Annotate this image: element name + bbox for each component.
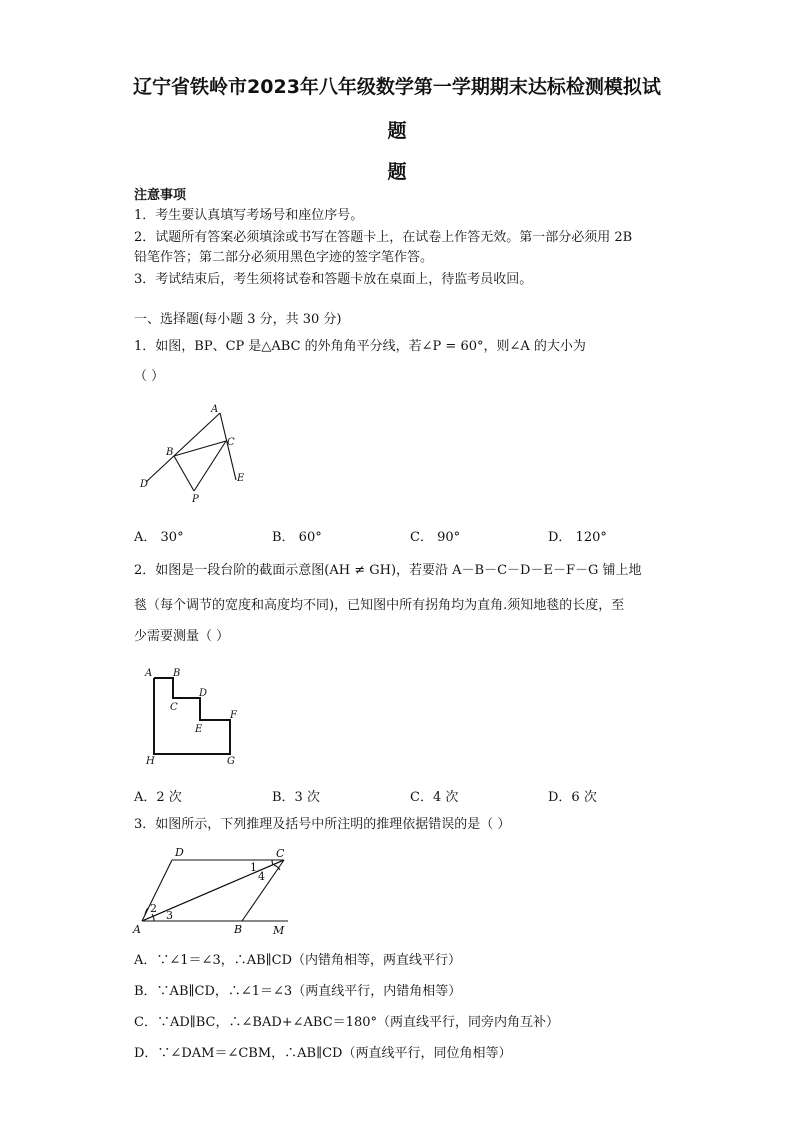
q3-angle-arc-2 xyxy=(145,908,148,915)
q1-option-b: B． 60° xyxy=(272,530,322,545)
exam-title-line3: 题 xyxy=(387,161,407,183)
q2-stem-line1: 2．如图是一段台阶的截面示意图(AH ≠ GH)，若要沿 A－B－C－D－E－F－G 铺上地 xyxy=(134,563,642,578)
q2-label-C: C xyxy=(170,702,178,713)
exam-title-line1: 辽宁省铁岭市2023年八年级数学第一学期期末达标检测模拟试 xyxy=(133,76,661,98)
q1-label-C: C xyxy=(227,437,235,448)
notice-item-3: 3．考试结束后，考生须将试卷和答题卡放在桌面上，待监考员收回。 xyxy=(134,272,533,287)
q3-label-angle-3: 3 xyxy=(166,909,173,922)
section-heading: 一、选择题(每小题 3 分，共 30 分) xyxy=(134,312,342,327)
q3-option-b: B．∵AB∥CD，∴∠1＝∠3（两直线平行，内错角相等） xyxy=(134,984,462,999)
notice-item-1: 1．考生要认真填写考场号和座位序号。 xyxy=(134,208,364,223)
q2-option-a: A．2 次 xyxy=(134,790,182,805)
q1-option-c: C． 90° xyxy=(410,530,461,545)
q2-label-B: B xyxy=(173,668,181,679)
q1-label-P: P xyxy=(192,494,199,505)
q3-stem: 3．如图所示，下列推理及括号中所注明的推理依据错误的是（ ） xyxy=(134,817,511,832)
q3-option-d: D．∵∠DAM＝∠CBM，∴AB∥CD（两直线平行，同位角相等） xyxy=(134,1046,512,1061)
q2-label-F: F xyxy=(230,710,237,721)
q1-figure xyxy=(136,398,256,508)
q2-option-b: B．3 次 xyxy=(272,790,320,805)
q3-label-B: B xyxy=(234,923,243,936)
q2-label-G: G xyxy=(227,756,235,767)
q3-figure xyxy=(130,843,295,938)
q2-label-E: E xyxy=(195,724,203,735)
q2-label-D: D xyxy=(199,688,208,699)
q1-line-BP xyxy=(174,456,194,491)
q2-label-H: H xyxy=(146,756,155,767)
q2-figure xyxy=(140,664,250,768)
q1-blank: （ ） xyxy=(134,369,165,384)
q1-label-B: B xyxy=(166,447,174,458)
q3-option-c: C．∵AD∥BC，∴∠BAD+∠ABC＝180°（两直线平行，同旁内角互补） xyxy=(134,1015,559,1030)
q3-label-angle-2: 2 xyxy=(150,902,157,915)
q2-option-d: D．6 次 xyxy=(548,790,597,805)
q1-option-a: A． 30° xyxy=(134,530,184,545)
q3-label-angle-4: 4 xyxy=(258,870,265,883)
q3-angle-arc-1 xyxy=(272,860,273,865)
q2-stem-line2: 毯（每个调节的宽度和高度均不同)，已知图中所有拐角均为直角.须知地毯的长度，至 xyxy=(134,598,625,613)
q3-label-A: A xyxy=(133,923,141,936)
q1-stem: 1．如图，BP、CP 是△ABC 的外角角平分线，若∠P = 60°，则∠A 的大小为 xyxy=(134,339,586,354)
q2-stem-line3: 少需要测量（ ） xyxy=(134,629,230,644)
q3-label-angle-1: 1 xyxy=(250,861,257,874)
q3-angle-arc-3 xyxy=(152,914,154,921)
q2-option-c: C．4 次 xyxy=(410,790,459,805)
q1-label-A: A xyxy=(211,404,219,415)
q2-label-A: A xyxy=(145,668,153,679)
q3-label-D: D xyxy=(175,846,184,859)
notice-heading: 注意事项 xyxy=(134,188,187,203)
q2-staircase xyxy=(154,678,230,754)
notice-item-2-cont: 铅笔作答；第二部分必须用黑色字迹的签字笔作答。 xyxy=(134,250,434,265)
q1-label-D: D xyxy=(140,479,149,490)
q1-option-d: D． 120° xyxy=(548,530,607,545)
exam-title-line2: 题 xyxy=(387,120,407,142)
notice-item-2: 2．试题所有答案必须填涂或书写在答题卡上，在试卷上作答无效。第一部分必须用 2B xyxy=(134,230,633,245)
q3-label-C: C xyxy=(276,847,285,860)
q3-option-a: A．∵∠1＝∠3，∴AB∥CD（内错角相等，两直线平行） xyxy=(134,953,462,968)
q3-label-M: M xyxy=(273,924,285,937)
q1-label-E: E xyxy=(237,473,245,484)
